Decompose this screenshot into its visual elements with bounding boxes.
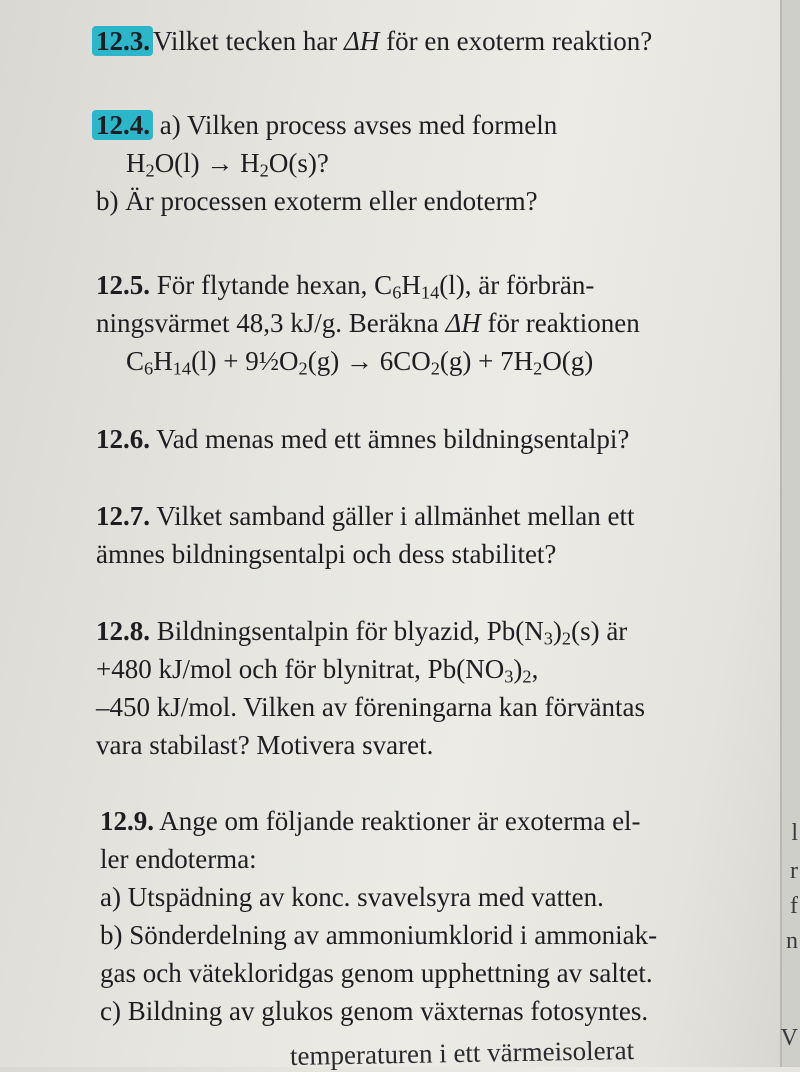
- question-12-3: 12.3. Vilket tecken har ΔH för en exoterm reaktion?: [96, 22, 652, 60]
- question-number-12-4: 12.4.: [92, 110, 153, 140]
- question-12-6: 12.6. Vad menas med ett ämnes bildningsentalpi?: [96, 424, 630, 454]
- question-12-5: 12.5. För flytande hexan, $C_6H_{14}(l)$, är förbrän- ningsvärmet 48,3 kJ/g. Beräkna ΔH för reaktionen $C_6H_{14}(l)$ + $9\frac{1}{2}O_2(g) \to 6CO_2(g) + 7H_2O(g)$: [96, 270, 640, 379]
- page-gutter-line: [780, 0, 782, 1067]
- reaction-equation-12-5: $C_6H_{14}(l)$ + $9\frac{1}{2}O_2(g) \to 6CO_2(g) + 7H_2O(g)$: [126, 346, 594, 379]
- question-number-12-3: 12.3.: [92, 26, 153, 56]
- question-number-12-8: 12.8.: [96, 616, 150, 646]
- question-number-12-6: 12.6.: [96, 424, 150, 454]
- question-number-12-5: 12.5.: [96, 270, 150, 300]
- edge-char-1: l: [791, 820, 798, 846]
- cut-off-text-bottom: temperaturen i ett värmeisolerat: [289, 1034, 635, 1072]
- question-number-12-9: 12.9.: [100, 806, 154, 836]
- edge-char-5: V: [780, 1025, 798, 1051]
- question-12-7: 12.7. Vilket samband gäller i allmänhet mellan ett ämnes bildningsentalpi och dess stabilitet?: [96, 501, 635, 569]
- edge-char-4: n: [786, 928, 798, 954]
- edge-char-2: r: [790, 858, 798, 884]
- question-12-9: 12.9. Ange om följande reaktioner är exoterma el- ler endoterma: a) Utspädning av konc. svavelsyra med vatten. b) Sönderdelning av ammoniumklorid i ammoniak- gas och vätekloridgas genom upphettning av saltet. c) Bildning av glukos genom växternas fotosyntes.: [100, 802, 657, 1030]
- question-12-8: 12.8. Bildningsentalpin för blyazid, $Pb(N_3)_2(s)$ är +480 kJ/mol och för blynitrat, $Pb(NO_3)_2$, –450 kJ/mol. Vilken av föreningarna kan förväntas vara stabilast? Motivera svaret.: [96, 616, 645, 760]
- item-12-9-a: a) Utspädning av konc. svavelsyra med vatten.: [100, 882, 604, 912]
- item-12-9-b: b) Sönderdelning av ammoniumklorid i ammoniak-: [100, 920, 658, 950]
- edge-char-3: f: [790, 893, 798, 919]
- question-12-4: 12.4. a) Vilken process avses med formeln $H_2O(l) \to H_2O(s)$? b) Är processen exoterm eller endoterm?: [96, 106, 557, 220]
- item-12-9-c: c) Bildning av glukos genom växternas fotosyntes.: [100, 996, 649, 1026]
- question-number-12-7: 12.7.: [96, 501, 150, 531]
- formula-12-4: $H_2O(l) \to H_2O(s)$?: [126, 148, 329, 181]
